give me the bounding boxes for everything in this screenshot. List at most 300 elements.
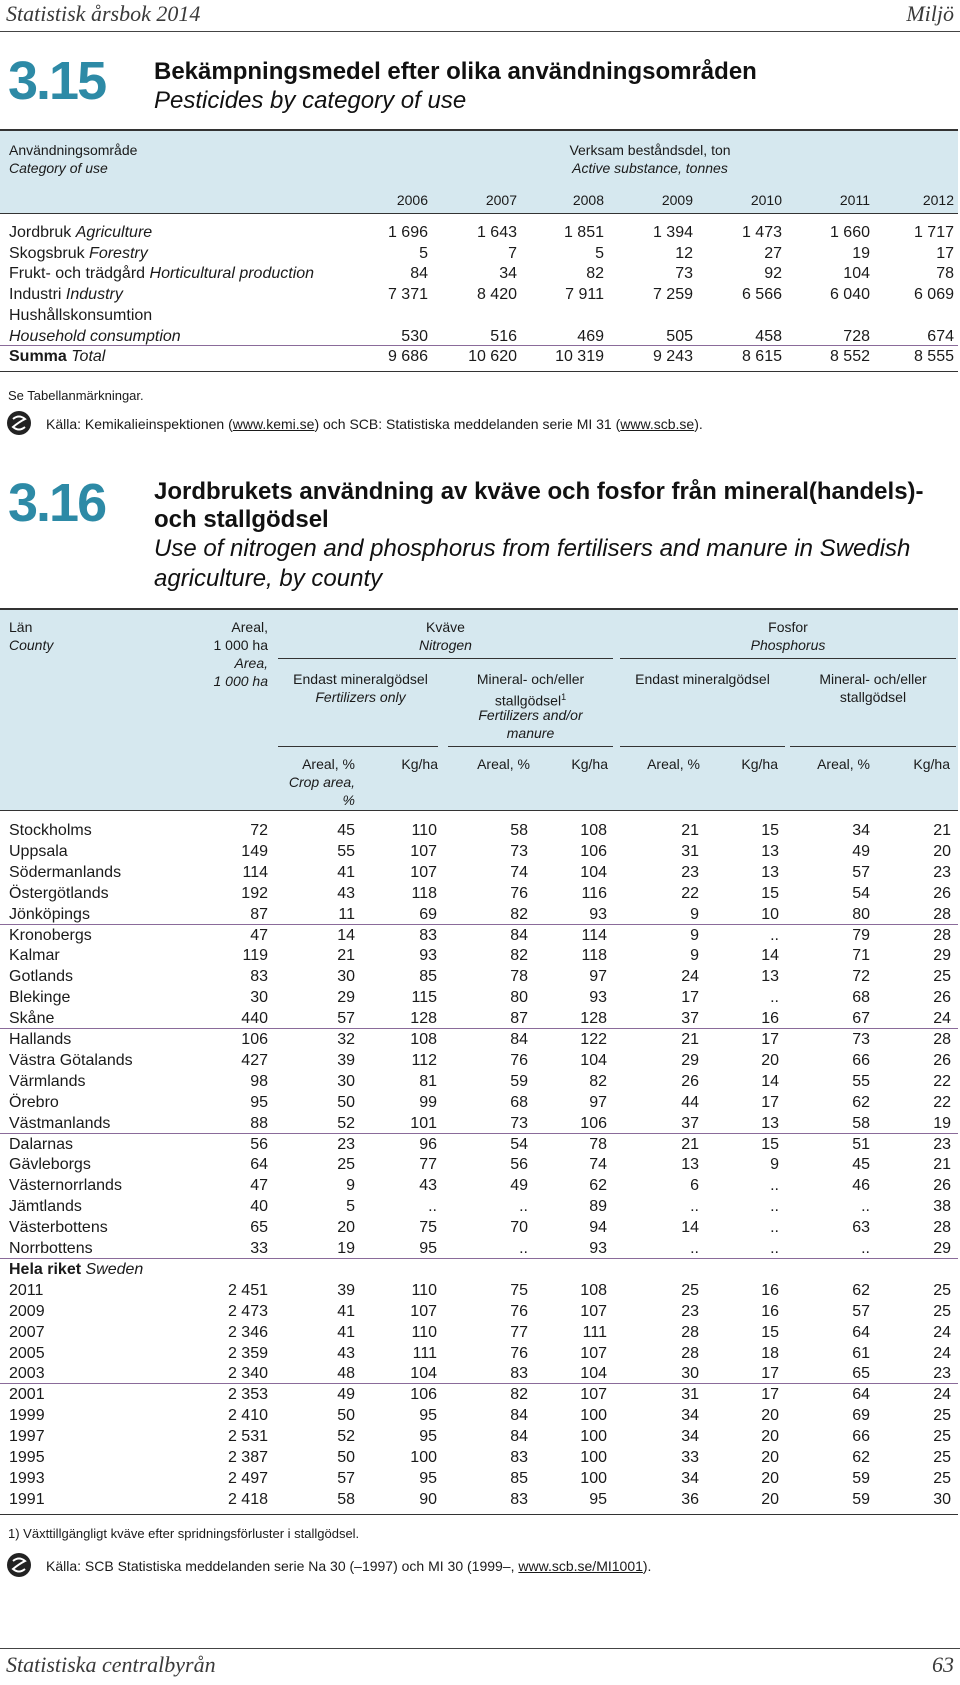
table-row [0,841,958,862]
row-separator [0,345,958,346]
table-cell: 52 [337,1114,355,1132]
table-cell: 28 [933,905,951,923]
table-cell: 30 [250,989,268,1007]
table-cell: 83 [510,1365,528,1383]
table-cell: 25 [337,1156,355,1174]
table-cell: 107 [580,1386,607,1404]
row-label: 2001 [9,1386,45,1404]
table-cell: 84 [510,1428,528,1446]
row-label-en: Industry [65,286,123,304]
footnote: 1) Växttillgängligt kväve efter spridningsförluster i stallgödsel. [8,1526,360,1541]
group-heading-en: Sweden [85,1260,144,1278]
head-mineral: Mineral- och/eller [476,671,585,687]
head-areal-pct: Areal, % [477,756,530,772]
table-cell: 23 [337,1135,355,1153]
table-cell: 111 [412,1344,437,1362]
table-cell: .. [861,1198,870,1216]
table-cell: 59 [852,1490,870,1508]
group-rule [448,746,613,747]
table-cell: 728 [843,327,870,345]
table-row [0,966,958,987]
head-stallgodsel-text: stallgödsel [494,692,562,709]
table-cell: 104 [580,1365,607,1383]
table-cell: 76 [510,1051,528,1069]
table-cell: 34 [681,1428,699,1446]
table-cell: 23 [681,1302,699,1320]
table-cell: .. [519,1198,528,1216]
table-cell: .. [690,1198,699,1216]
table-cell: 21 [933,822,951,839]
table-cell: 31 [681,842,699,860]
table-row [0,1343,958,1364]
table-note: Se Tabellanmärkningar. [8,388,144,403]
table-cell: 26 [933,989,951,1007]
head-lan: Län [9,619,33,635]
table-cell: 100 [580,1449,607,1466]
table-cell: 30 [933,1490,951,1508]
table-cell: 2 359 [227,1344,268,1362]
table-cell: 43 [419,1177,437,1195]
table-cell: 24 [933,1386,951,1404]
table-cell: 516 [490,327,517,345]
table-cell: 17 [761,1031,779,1048]
table-cell: 97 [589,1093,607,1111]
table-row [0,326,958,347]
table-cell: 82 [586,265,604,283]
row-separator [0,1133,958,1134]
table-cell: 45 [852,1156,870,1174]
source-link-kemi[interactable]: www.kemi.se [232,416,315,432]
table-row [0,1322,958,1343]
head-stallgodsel-p: stallgödsel [839,689,907,705]
table-cell: 37 [681,1010,699,1028]
table-cell: 9 [690,905,699,923]
head-endast: Endast mineralgödsel [293,671,428,687]
table-cell: 67 [852,1010,870,1028]
table-cell: 122 [580,1031,607,1048]
table-cell: 31 [681,1386,699,1404]
source-link-scb[interactable]: www.scb.se/MI1001 [518,1558,643,1574]
title-swedish: och stallgödsel [154,506,329,533]
table-cell: 95 [589,1490,607,1508]
table-cell: 90 [419,1490,437,1508]
table-cell: 114 [581,926,607,944]
table-cell: 74 [510,863,528,881]
table-cell: 95 [250,1093,268,1111]
table-cell: 64 [250,1156,268,1174]
table-cell: 75 [510,1281,528,1299]
table-cell: 505 [666,327,693,345]
table-bottom-rule [0,371,958,372]
table-cell: 14 [681,1219,699,1237]
row-label: Kalmar [9,947,60,965]
table-cell: 106 [241,1031,268,1048]
table-cell: 82 [510,947,528,965]
table-cell: 62 [852,1281,870,1299]
table-cell: 84 [510,1407,528,1425]
table-row [0,1134,958,1155]
table-cell: 82 [510,905,528,923]
table-number: 3.16 [8,473,106,533]
table-row [0,1489,958,1510]
table-cell: 46 [852,1177,870,1195]
table-cell: 54 [852,884,870,902]
row-label: Dalarnas [9,1135,74,1153]
row-separator [0,1383,958,1384]
source-text: Källa: Kemikalieinspektionen ( [46,416,233,432]
table-cell: 6 566 [741,286,782,304]
group-heading-row [0,1259,958,1280]
table-cell: 106 [410,1386,437,1404]
table-cell: 9 243 [652,348,693,366]
span-rule [620,658,956,659]
table-cell: .. [519,1240,528,1257]
row-label: Jämtlands [9,1198,82,1216]
table-cell: 57 [337,1010,355,1028]
table-cell: 63 [852,1219,870,1237]
table-cell: 49 [337,1386,355,1404]
table-cell: 77 [419,1156,437,1174]
table-cell: 64 [852,1386,870,1404]
row-label: Blekinge [9,989,71,1007]
chapter-name: Miljö [906,1,954,26]
table-cell: 2 346 [227,1323,268,1341]
table-cell: 54 [510,1135,528,1153]
table-cell: 118 [581,947,607,965]
table-cell: 24 [933,1344,951,1362]
table-cell: 18 [761,1344,779,1362]
table-cell: 6 [690,1177,699,1195]
table-cell: 192 [241,884,268,902]
row-label [9,326,181,347]
table-cell: 80 [510,989,528,1007]
table-row [0,904,958,925]
row-label: Skåne [9,1010,55,1028]
table-cell: 81 [419,1072,437,1090]
table-cell: 106 [580,842,607,860]
table-row [0,284,958,305]
table-cell: 5 [419,244,428,262]
table-cell: 61 [852,1344,870,1362]
table-cell: 25 [933,1449,951,1466]
table-cell: 85 [510,1469,528,1487]
table-header [0,129,958,214]
table-cell: .. [861,1240,870,1257]
table-row [0,263,958,284]
table-cell: 119 [242,947,268,965]
page-number: 63 [932,1652,954,1677]
table-cell: 93 [419,947,437,965]
table-cell: 95 [419,1240,437,1257]
table-cell: 95 [419,1407,437,1425]
row-label: Västmanlands [9,1114,111,1132]
table-cell: 11 [338,905,355,923]
table-cell: 15 [761,884,779,902]
table-cell: 101 [410,1114,437,1132]
table-cell: 28 [933,1219,951,1237]
table-cell: 7 911 [565,286,604,304]
year-header: 2012 [922,192,954,208]
table-row [0,945,958,966]
head-areal-pct: Areal, % [302,756,355,772]
table-cell: 71 [852,947,870,965]
table-cell: 24 [681,968,699,986]
table-cell: 25 [933,1281,951,1299]
row-label [9,305,152,326]
table-cell: 427 [241,1051,268,1069]
table-cell: 100 [410,1449,437,1466]
table-cell: 116 [581,884,607,902]
table-cell: 20 [761,1051,779,1069]
table-cell: 110 [411,1281,437,1299]
table-cell: 66 [852,1428,870,1446]
table-cell: 21 [681,1135,699,1153]
table-cell: 13 [761,863,779,881]
table-cell: 62 [852,1093,870,1111]
table-cell: .. [690,1240,699,1257]
year-header: 2007 [485,192,517,208]
source-link-scb[interactable]: www.scb.se [620,416,695,432]
table-cell: 82 [510,1386,528,1404]
table-cell: 26 [933,1051,951,1069]
table-cell: 23 [933,863,951,881]
head-crop-pct: % [342,792,355,808]
row-label: 1991 [9,1490,45,1508]
col-label-en: Category of use [9,160,108,176]
table-cell: 34 [681,1407,699,1425]
table-cell: 57 [337,1469,355,1487]
table-cell: 2 353 [227,1386,268,1404]
row-label-sv: Industri [9,286,62,304]
table-cell: 65 [250,1219,268,1237]
table-row [0,1113,958,1134]
source-icon [6,1552,32,1578]
table-cell: 107 [410,1302,437,1320]
row-label [9,243,148,264]
table-cell: 118 [411,884,437,902]
source-text: ). [642,1558,652,1574]
row-label-sv: Summa [9,348,67,366]
table-cell: 24 [933,1323,951,1341]
head-areal-pct: Areal, % [817,756,870,772]
table-cell: 41 [337,1302,355,1320]
table-cell: 93 [589,1240,607,1257]
table-row [0,1217,958,1238]
head-mineral-p: Mineral- och/eller [819,671,927,687]
table-cell: 2 340 [227,1365,268,1383]
source-line [46,416,703,432]
table-cell: 59 [852,1469,870,1487]
table-cell: 7 371 [387,286,428,304]
table-cell: 6 069 [913,286,954,304]
year-header: 2006 [396,192,428,208]
table-cell: 92 [764,265,782,283]
table-cell: 33 [681,1449,699,1466]
table-cell: 59 [510,1072,528,1090]
table-cell: 89 [589,1198,607,1216]
title-english: Use of nitrogen and phosphorus from fertilisers and manure in Swedish [154,535,911,562]
row-label [9,222,152,243]
table-cell: 50 [337,1093,355,1111]
table-cell: 30 [337,1072,355,1090]
row-separator [0,924,958,925]
table-cell: 107 [410,842,437,860]
table-cell: 58 [510,822,528,839]
table-cell: 94 [589,1219,607,1237]
table-cell: 95 [419,1469,437,1487]
table-cell: 84 [510,1031,528,1048]
table-cell: 64 [852,1323,870,1341]
table-cell: 83 [250,968,268,986]
table-cell: 8 420 [476,286,517,304]
head-phosphorus: Phosphorus [750,637,826,653]
head-areal-pct: Areal, % [647,756,700,772]
row-label: Västerbottens [9,1219,108,1237]
table-cell: 108 [580,822,607,839]
table-row [0,883,958,904]
row-label: Gotlands [9,968,74,986]
table-cell: 65 [852,1365,870,1383]
table-cell: 9 [690,947,699,965]
table-cell: 39 [337,1051,355,1069]
table-cell: .. [428,1198,437,1216]
table-cell: 38 [933,1198,951,1216]
table-cell: 17 [761,1365,779,1383]
row-label-sv: Jordbruk [9,224,72,241]
row-label: Uppsala [9,842,68,860]
table-cell: 68 [510,1093,528,1111]
row-label: 2005 [9,1344,45,1362]
head-kgha: Kg/ha [913,756,950,772]
table-cell: 111 [582,1323,607,1341]
table-cell: 5 [595,244,604,262]
table-cell: 108 [410,1031,437,1048]
table-row [0,1405,958,1426]
table-number: 3.15 [8,51,106,111]
table-cell: 17 [761,1093,779,1111]
table-cell: 23 [681,863,699,881]
table-cell: 25 [933,1302,951,1320]
table-cell: 2 451 [227,1281,268,1299]
table-row [0,1008,958,1029]
source-text: ). [694,416,703,432]
head-area-unit: 1 000 ha [213,673,268,689]
table-cell: 22 [933,1093,951,1111]
table-cell: 25 [933,1407,951,1425]
table-cell: 49 [852,842,870,860]
table-cell: .. [770,1198,779,1216]
table-cell: 2 418 [227,1490,268,1508]
year-header: 2010 [750,192,782,208]
table-cell: 23 [933,1365,951,1383]
span-rule [278,658,613,659]
table-cell: 83 [510,1449,528,1466]
table-cell: 8 615 [741,348,782,366]
col-label-sv: Användningsområde [9,142,138,158]
table-cell: 23 [933,1135,951,1153]
table-row [0,1071,958,1092]
row-label: 2011 [9,1281,44,1299]
table-cell: 99 [419,1093,437,1111]
table-row [0,1301,958,1322]
table-cell: 7 [508,244,517,262]
title-english: agriculture, by county [154,565,383,592]
row-label-en: Total [71,348,106,366]
table-cell: 100 [580,1407,607,1425]
year-header: 2011 [839,192,870,208]
table-cell: 95 [419,1428,437,1446]
table-cell: 27 [764,244,782,262]
table-cell: 107 [410,863,437,881]
table-cell: .. [770,1177,779,1195]
source-text: ) och SCB: Statistiska meddelanden serie MI 31 ( [314,416,621,432]
row-label: Västra Götalands [9,1051,133,1069]
row-label-en: Household consumption [9,327,181,345]
table-cell: 37 [681,1114,699,1132]
table-cell: 47 [250,1177,268,1195]
table-cell: 15 [761,822,779,839]
table-cell: 73 [510,1114,528,1132]
table-cell: 36 [681,1490,699,1508]
table-cell: 21 [933,1156,951,1174]
table-cell: 128 [410,1010,437,1028]
table-cell: 51 [852,1135,870,1153]
table-cell: 26 [933,1177,951,1195]
row-label: Kronobergs [9,926,92,944]
group-heading [9,1259,143,1280]
table-cell: 25 [933,1469,951,1487]
table-row [0,1092,958,1113]
table-cell: 20 [761,1469,779,1487]
table-cell: 56 [510,1156,528,1174]
table-cell: 112 [411,1051,437,1069]
group-rule [790,746,956,747]
table-cell: 76 [510,1344,528,1362]
group-rule [620,746,785,747]
table-row [0,1468,958,1489]
table-cell: 16 [761,1302,779,1320]
table-cell: 458 [755,327,782,345]
table-cell: 29 [933,1240,951,1257]
table-title [154,58,757,116]
table-cell: 56 [250,1135,268,1153]
table-cell: 62 [589,1177,607,1195]
table-cell: 28 [933,926,951,944]
table-row [0,1154,958,1175]
head-area: Area, [234,655,268,671]
table-cell: 20 [761,1407,779,1425]
table-header [0,608,958,811]
table-cell: 25 [933,1428,951,1446]
table-cell: 78 [589,1135,607,1153]
table-cell: 13 [761,968,779,986]
table-cell: 50 [337,1407,355,1425]
table-cell: 21 [681,1031,699,1048]
table-cell: 83 [419,926,437,944]
table-cell: 57 [852,1302,870,1320]
row-label: Norrbottens [9,1240,93,1257]
row-label: Örebro [9,1093,59,1111]
row-label-en: Horticultural production [149,265,315,283]
table-cell: 68 [852,989,870,1007]
table-cell: 469 [577,327,604,345]
table-row [0,1196,958,1217]
head-fert-and: Fertilizers and/or [478,707,583,723]
table-cell: 29 [681,1051,699,1069]
table-cell: 2 387 [227,1449,268,1466]
table-cell: 24 [933,1010,951,1028]
table-cell: .. [770,1219,779,1237]
